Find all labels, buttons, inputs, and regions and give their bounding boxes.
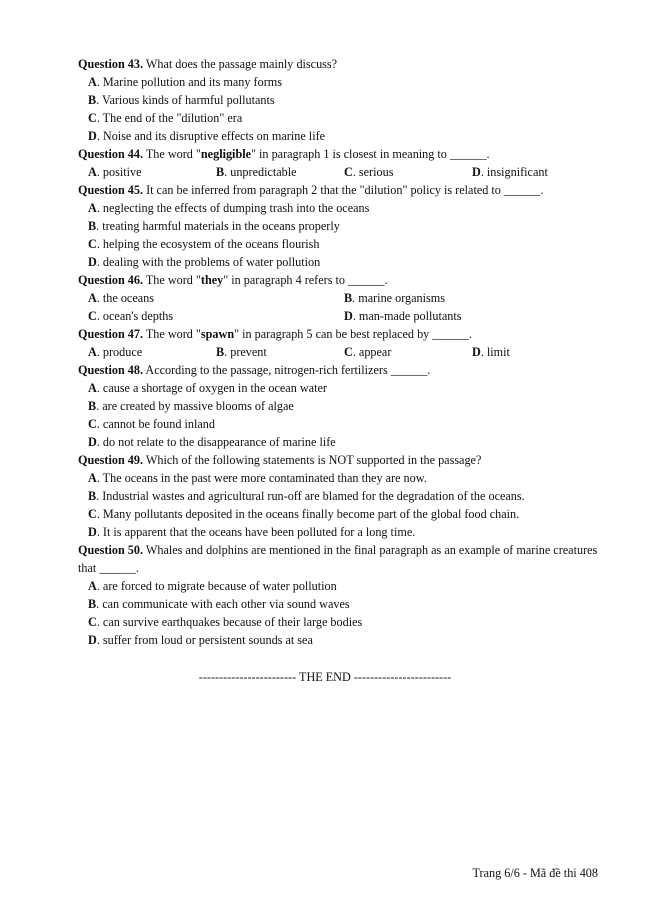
option-letter: A: [88, 345, 97, 359]
option-43-c: [78, 109, 600, 127]
question-text: " in paragraph 5 can be best replaced by ______.: [234, 327, 472, 341]
option-text: . Industrial wastes and agricultural run-off are blamed for the degradation of the oceans.: [96, 489, 525, 503]
option-text: . insignificant: [480, 165, 548, 179]
option-letter: D: [88, 633, 97, 647]
option-text: . dealing with the problems of water pollution: [96, 255, 321, 269]
question-text: " in paragraph 4 refers to ______.: [223, 273, 388, 287]
option-48-b: [78, 397, 600, 415]
option-letter: B: [88, 219, 97, 233]
question-label: Question 48.: [78, 363, 144, 377]
option-letter: C: [88, 237, 97, 251]
options-46-row-2: [78, 307, 600, 325]
option-letter: C: [88, 615, 97, 629]
option-47-b: [216, 343, 344, 361]
option-text: . Marine pollution and its many forms: [96, 75, 282, 89]
option-letter: A: [88, 579, 97, 593]
option-letter: C: [88, 111, 97, 125]
option-letter: C: [344, 165, 353, 179]
option-text: . treating harmful materials in the oceans properly: [96, 219, 340, 233]
option-text: . The end of the "dilution" era: [96, 111, 243, 125]
option-text: . Various kinds of harmful pollutants: [96, 93, 275, 107]
question-label: Question 45.: [78, 183, 144, 197]
option-49-d: [78, 523, 600, 541]
option-text: . serious: [352, 165, 394, 179]
option-50-b: [78, 595, 600, 613]
option-47-d: [472, 343, 600, 361]
question-text: What does the passage mainly discuss?: [143, 57, 338, 71]
option-letter: B: [88, 93, 97, 107]
option-letter: B: [88, 489, 97, 503]
options-46-row-1: [78, 289, 600, 307]
options-47: [78, 343, 600, 361]
option-43-d: [78, 127, 600, 145]
option-text: . Noise and its disruptive effects on marine life: [96, 129, 326, 143]
question-label: Question 50.: [78, 543, 144, 557]
option-50-c: [78, 613, 600, 631]
option-text: . the oceans: [96, 291, 155, 305]
option-letter: B: [88, 399, 97, 413]
question-47: [78, 325, 600, 343]
option-48-a: [78, 379, 600, 397]
option-44-a: [88, 163, 216, 181]
option-letter: D: [88, 525, 97, 539]
page-footer: Trang 6/6 - Mã đề thi 408: [472, 866, 598, 880]
option-text: . It is apparent that the oceans have been polluted for a long time.: [96, 525, 416, 539]
question-49: [78, 451, 600, 469]
option-46-d: [344, 307, 600, 325]
option-48-d: [78, 433, 600, 451]
option-text: . unpredictable: [224, 165, 297, 179]
option-50-a: [78, 577, 600, 595]
question-43: [78, 55, 600, 73]
question-text: " in paragraph 1 is closest in meaning to ______.: [251, 147, 490, 161]
option-45-d: [78, 253, 600, 271]
question-label: Question 44.: [78, 147, 144, 161]
option-text: . cannot be found inland: [96, 417, 215, 431]
question-text: The word ": [143, 147, 201, 161]
option-45-a: [78, 199, 600, 217]
highlighted-word: negligible: [200, 147, 252, 161]
option-45-b: [78, 217, 600, 235]
question-label: Question 43.: [78, 57, 144, 71]
question-text: The word ": [143, 327, 201, 341]
option-text: . prevent: [224, 345, 267, 359]
option-text: . are forced to migrate because of water pollution: [96, 579, 337, 593]
question-text: The word ": [143, 273, 201, 287]
option-letter: B: [344, 291, 353, 305]
option-49-c: [78, 505, 600, 523]
option-text: . appear: [352, 345, 392, 359]
option-text: . cause a shortage of oxygen in the ocean water: [96, 381, 327, 395]
option-44-c: [344, 163, 472, 181]
option-letter: A: [88, 291, 97, 305]
exam-page: [78, 55, 600, 649]
option-letter: D: [88, 129, 97, 143]
question-44: [78, 145, 600, 163]
question-text: According to the passage, nitrogen-rich fertilizers ______.: [143, 363, 431, 377]
option-text: . The oceans in the past were more contaminated than they are now.: [96, 471, 427, 485]
option-text: . positive: [96, 165, 142, 179]
option-letter: A: [88, 381, 97, 395]
option-letter: C: [88, 417, 97, 431]
question-text: Whales and dolphins are mentioned in the final paragraph as an example of marine creatures that ______.: [78, 543, 598, 575]
option-text: . produce: [96, 345, 143, 359]
question-text: It can be inferred from paragraph 2 that the "dilution" policy is related to ______.: [143, 183, 544, 197]
option-letter: D: [472, 345, 481, 359]
option-43-b: [78, 91, 600, 109]
option-letter: B: [216, 165, 225, 179]
option-47-c: [344, 343, 472, 361]
highlighted-word: spawn: [200, 327, 235, 341]
option-text: . suffer from loud or persistent sounds at sea: [96, 633, 313, 647]
option-text: . helping the ecosystem of the oceans flourish: [96, 237, 320, 251]
option-letter: C: [88, 309, 97, 323]
question-48: [78, 361, 600, 379]
option-46-c: [88, 307, 344, 325]
option-letter: A: [88, 201, 97, 215]
option-letter: C: [344, 345, 353, 359]
option-letter: C: [88, 507, 97, 521]
option-text: . are created by massive blooms of algae: [96, 399, 294, 413]
option-letter: B: [216, 345, 225, 359]
highlighted-word: they: [200, 273, 224, 287]
option-letter: A: [88, 165, 97, 179]
option-letter: D: [88, 435, 97, 449]
question-45: [78, 181, 600, 199]
option-letter: D: [472, 165, 481, 179]
question-label: Question 49.: [78, 453, 144, 467]
option-letter: D: [88, 255, 97, 269]
option-text: . Many pollutants deposited in the oceans finally become part of the global food chain.: [96, 507, 520, 521]
question-label: Question 46.: [78, 273, 144, 287]
option-44-d: [472, 163, 600, 181]
option-letter: D: [344, 309, 353, 323]
option-letter: A: [88, 75, 97, 89]
option-text: . neglecting the effects of dumping trash into the oceans: [96, 201, 370, 215]
option-letter: B: [88, 597, 97, 611]
option-48-c: [78, 415, 600, 433]
option-text: . can survive earthquakes because of their large bodies: [96, 615, 363, 629]
option-47-a: [88, 343, 216, 361]
option-text: . can communicate with each other via sound waves: [96, 597, 350, 611]
option-text: . marine organisms: [352, 291, 445, 305]
option-text: . ocean's depths: [96, 309, 174, 323]
options-44: [78, 163, 600, 181]
option-43-a: [78, 73, 600, 91]
end-marker: ------------------------ THE END ------------------------: [198, 670, 452, 684]
option-50-d: [78, 631, 600, 649]
option-45-c: [78, 235, 600, 253]
option-49-a: [78, 469, 600, 487]
option-49-b: [78, 487, 600, 505]
option-text: . man-made pollutants: [352, 309, 462, 323]
option-text: . limit: [480, 345, 510, 359]
option-46-b: [344, 289, 600, 307]
option-letter: A: [88, 471, 97, 485]
question-label: Question 47.: [78, 327, 144, 341]
option-text: . do not relate to the disappearance of marine life: [96, 435, 336, 449]
option-44-b: [216, 163, 344, 181]
question-text: Which of the following statements is NOT supported in the passage?: [143, 453, 482, 467]
option-46-a: [88, 289, 344, 307]
question-50: [78, 541, 600, 577]
question-46: [78, 271, 600, 289]
